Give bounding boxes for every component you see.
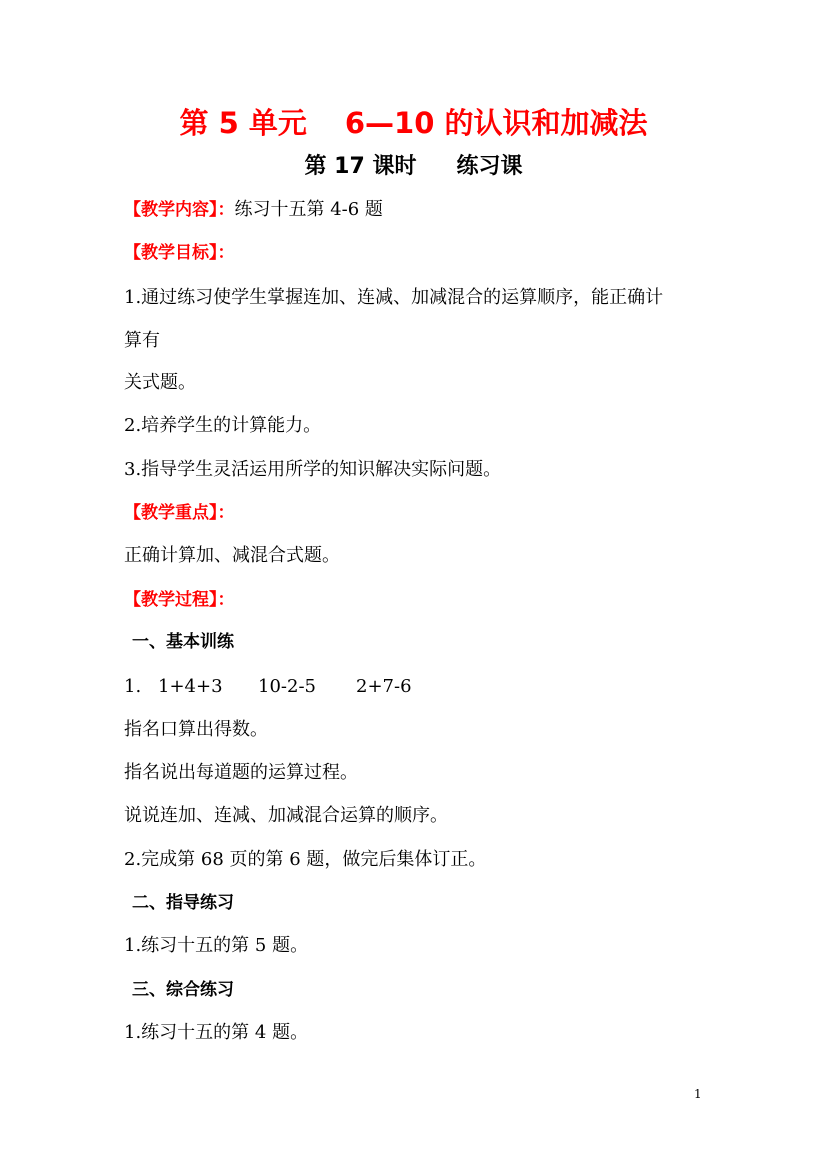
exercise-1-line xyxy=(124,675,412,699)
exercise-1-expr-c: 2+7-6 xyxy=(356,676,412,697)
page-number: 1 xyxy=(694,1087,702,1101)
subtitle-lesson: 第 17 课时 xyxy=(304,154,417,179)
teaching-process-heading xyxy=(124,588,235,612)
teaching-content-line xyxy=(124,198,383,222)
section-comprehensive-practice-item: 1.练习十五的第 4 题。 xyxy=(124,1022,309,1043)
teaching-process-label: 【教学过程】： xyxy=(124,590,235,610)
goal-item-3: 3.指导学生灵活运用所学的知识解决实际问题。 xyxy=(124,459,502,480)
subtitle-type: 练习课 xyxy=(456,154,523,179)
process-step-1: 指名口算出得数。 xyxy=(124,719,268,740)
teaching-content-label: 【教学内容】： xyxy=(124,200,235,220)
process-step-2: 指名说出每道题的运算过程。 xyxy=(124,762,358,783)
teaching-goals-label: 【教学目标】： xyxy=(124,243,235,263)
section-comprehensive-practice: 三、综合练习 xyxy=(132,980,234,1000)
section-guided-practice-item: 1.练习十五的第 5 题。 xyxy=(124,935,309,956)
teaching-goals-heading xyxy=(124,241,235,265)
exercise-1-expr-a: 1+4+3 xyxy=(158,676,223,697)
document-subtitle xyxy=(0,153,827,181)
exercise-1-number: 1. xyxy=(124,676,142,697)
title-unit: 第 5 单元 xyxy=(179,106,307,140)
title-topic: 6—10 的认识和加减法 xyxy=(344,106,648,140)
process-step-4: 2.完成第 68 页的第 6 题，做完后集体订正。 xyxy=(124,849,487,870)
goal-item-1-line-3: 关式题。 xyxy=(124,372,196,393)
key-points-label: 【教学重点】： xyxy=(124,503,235,523)
document-title xyxy=(0,104,827,142)
goal-item-1-line-2: 算有 xyxy=(124,330,160,351)
key-points-heading xyxy=(124,501,235,525)
goal-item-2: 2.培养学生的计算能力。 xyxy=(124,415,322,436)
section-guided-practice: 二、指导练习 xyxy=(132,893,234,913)
teaching-content-text: 练习十五第 4-6 题 xyxy=(234,199,383,220)
goal-item-1-line-1: 1.通过练习使学生掌握连加、连减、加减混合的运算顺序，能正确计 xyxy=(124,287,664,308)
section-basic-training: 一、基本训练 xyxy=(132,632,234,652)
key-points-text: 正确计算加、减混合式题。 xyxy=(124,545,340,566)
process-step-3: 说说连加、连减、加减混合运算的顺序。 xyxy=(124,805,448,826)
exercise-1-expr-b: 10-2-5 xyxy=(258,676,316,697)
